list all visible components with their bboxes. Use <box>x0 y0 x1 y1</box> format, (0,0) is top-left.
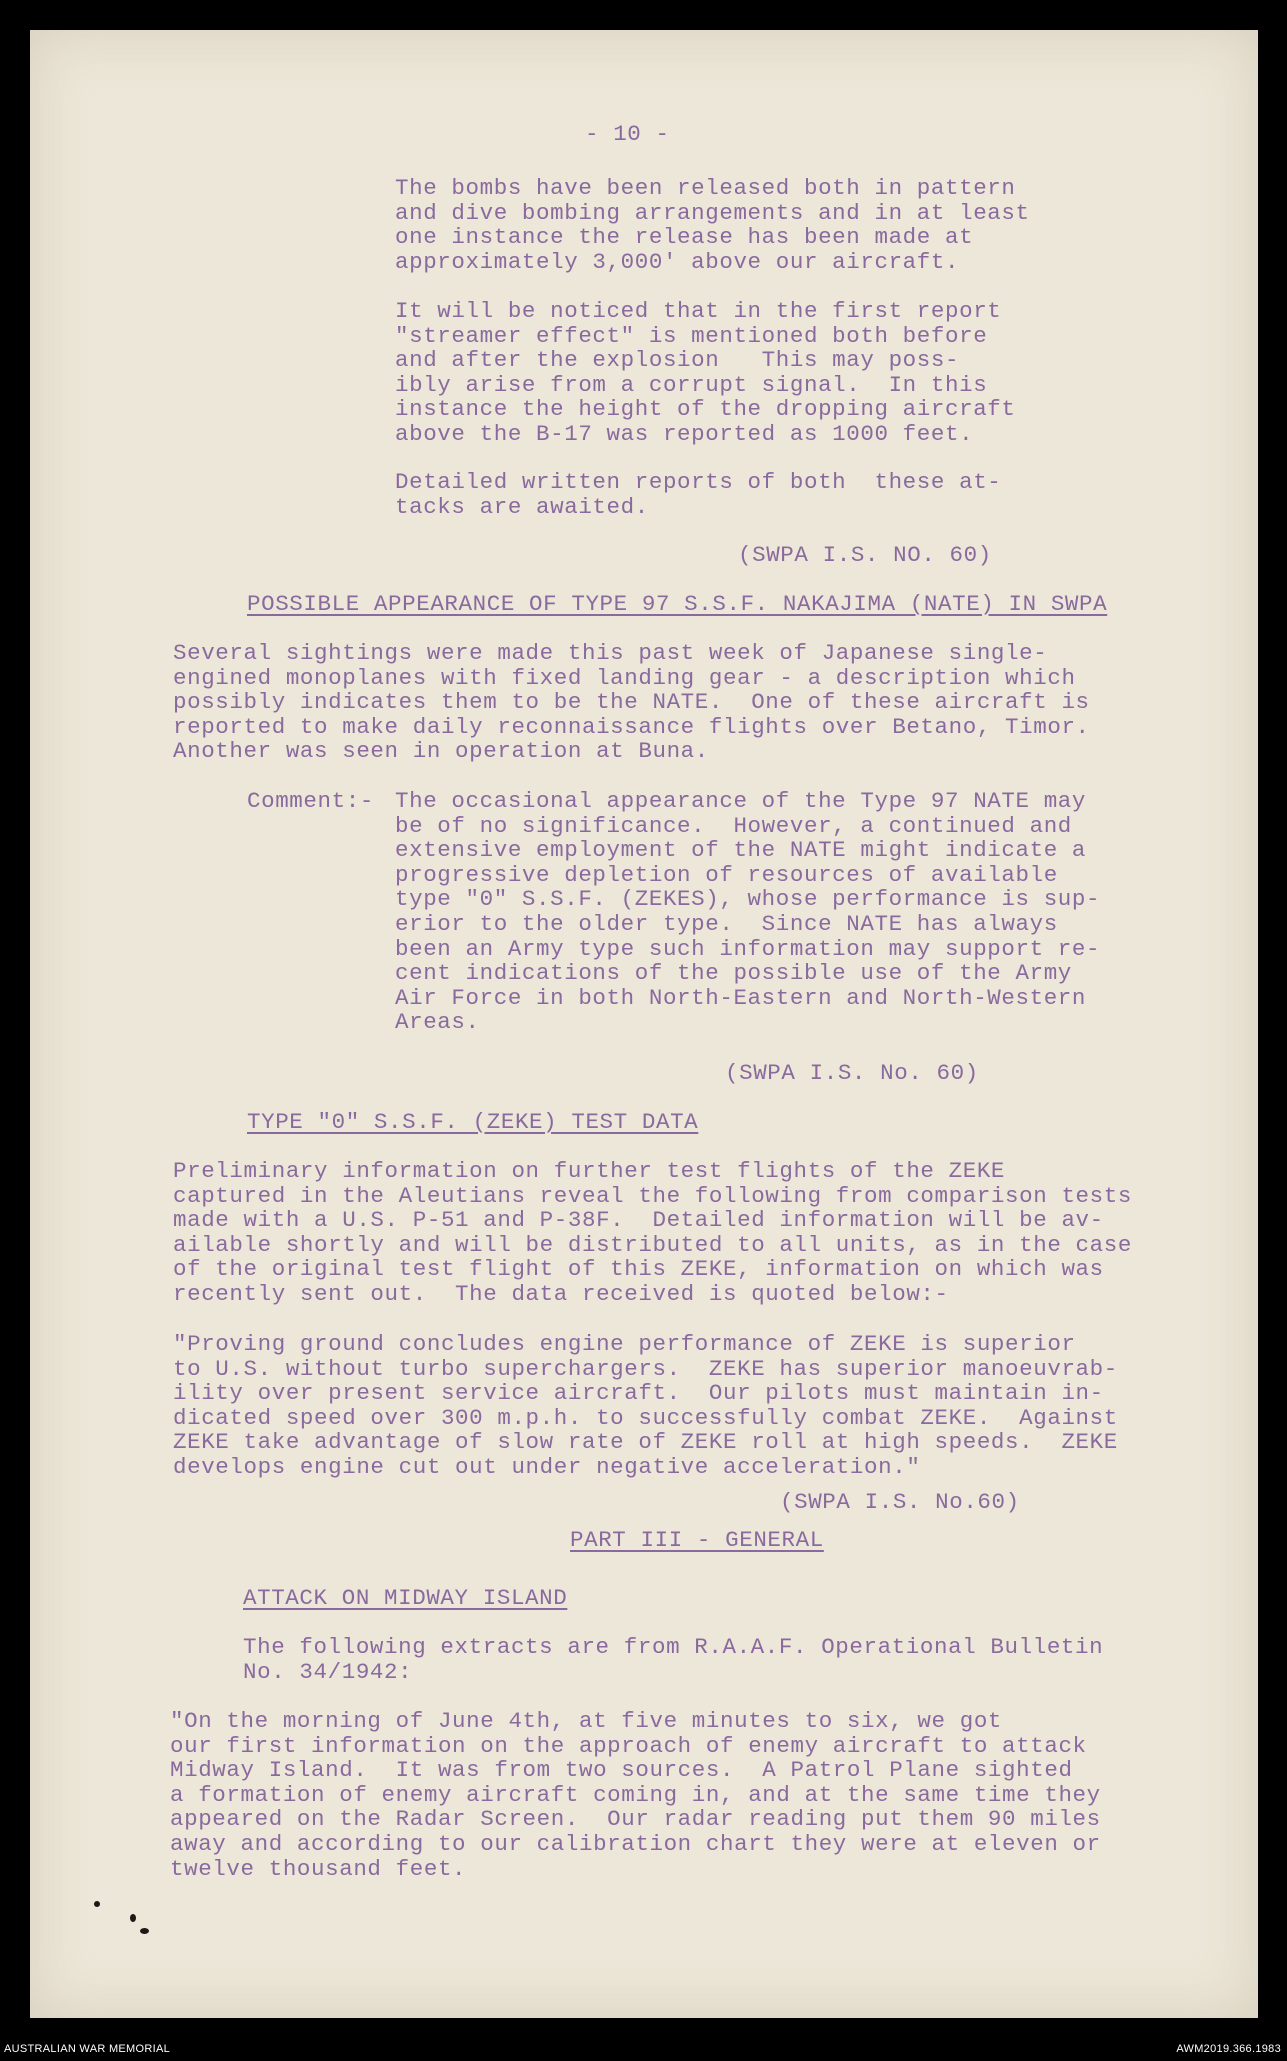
page-number: - 10 - <box>585 121 670 147</box>
section4-heading: ATTACK ON MIDWAY ISLAND <box>243 1585 568 1611</box>
section3-heading: TYPE "0" S.S.F. (ZEKE) TEST DATA <box>247 1109 699 1135</box>
section4-quote: "On the morning of June 4th, at five minutes to six, we got our first information on the approach of enemy aircraft to attack Midway Island. It was from two sources. A Patrol Plane sighted a formation of enemy aircraft coming in, and at the same time they appeared on the Radar Screen. Our radar reading put them 90 miles away and according to our calibration chart they were at eleven or twelve thousand feet. <box>170 1708 1101 1882</box>
section1-paragraph1: The bombs have been released both in pattern and dive bombing arrangements and in at least one instance the release has been made at approximately 3,000' above our aircraft. <box>395 175 1030 275</box>
footer-institution: AUSTRALIAN WAR MEMORIAL <box>4 2043 171 2055</box>
ink-speck <box>130 1914 136 1922</box>
section1-paragraph2: It will be noticed that in the first report "streamer effect" is mentioned both before and after the explosion This may poss- ibly arise from a corrupt signal. In this instance the height of the dropping aircraft above the B-17 was reported as 1000 feet. <box>395 298 1016 447</box>
ink-speck <box>94 1901 100 1907</box>
section2-comment-label: Comment:- <box>247 788 374 814</box>
section2-source: (SWPA I.S. No. 60) <box>725 1060 979 1086</box>
section4-paragraph: The following extracts are from R.A.A.F. Operational Bulletin No. 34/1942: <box>243 1634 1104 1685</box>
section2-comment-text: The occasional appearance of the Type 97 NATE may be of no significance. However, a continued and extensive employment of the NATE might indicate a progressive depletion of resources of available type "0" S.S.F. (ZEKES), whose performance is sup- erior to the older type. Since NATE has always been an Army type such information may support re- cent indications of the possible use of the Army Air Force in both North-Eastern and North-Western Areas. <box>395 788 1101 1036</box>
section2-paragraph: Several sightings were made this past week of Japanese single- engined monoplanes with fixed landing gear - a description which possibly indicates them to be the NATE. One of these aircraft is reported to make daily reconnaissance flights over Betano, Timor. Another was seen in operation at Buna. <box>173 640 1090 765</box>
section3-quote: "Proving ground concludes engine performance of ZEKE is superior to U.S. without turbo superchargers. ZEKE has superior manoeuvrab- ility over present service aircraft. Our pilots must maintain in- dicated speed over 300 m.p.h. to successfully combat ZEKE. Against ZEKE take advantage of slow rate of ZEKE roll at high speeds. ZEKE develops engine cut out under negative acceleration." <box>173 1331 1118 1480</box>
section3-source: (SWPA I.S. No.60) <box>780 1489 1020 1515</box>
part3-heading: PART III - GENERAL <box>570 1527 824 1553</box>
footer-accession-number: AWM2019.366.1983 <box>1176 2043 1281 2055</box>
section2-heading: POSSIBLE APPEARANCE OF TYPE 97 S.S.F. NAKAJIMA (NATE) IN SWPA <box>247 591 1108 617</box>
section1-paragraph3: Detailed written reports of both these at- tacks are awaited. <box>395 469 1002 520</box>
section1-source: (SWPA I.S. NO. 60) <box>738 542 992 568</box>
ink-speck <box>140 1928 149 1934</box>
section3-paragraph: Preliminary information on further test flights of the ZEKE captured in the Aleutians reveal the following from comparison tests made with a U.S. P-51 and P-38F. Detailed information will be av- ailable shortly and will be distributed to all units, as in the case of the original test flight of this ZEKE, information on which was recently sent out. The data received is quoted below:- <box>173 1158 1132 1307</box>
